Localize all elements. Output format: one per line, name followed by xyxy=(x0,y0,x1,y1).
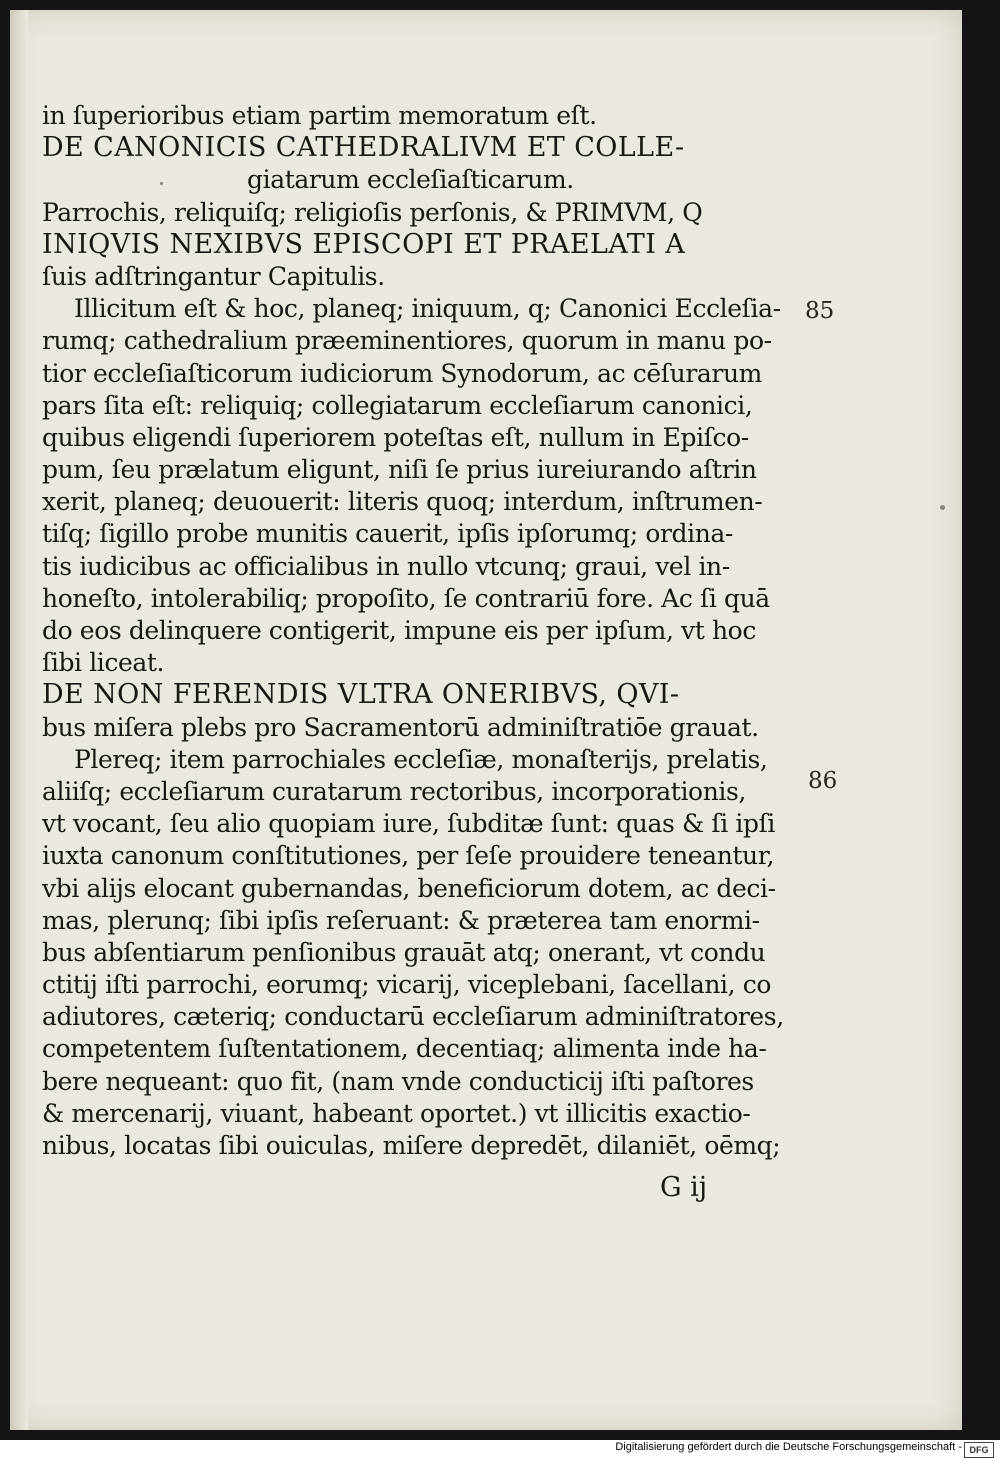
text-line: adiutores, cæteriq; conductarū eccleſiarum adminiſtratores, xyxy=(42,1002,784,1032)
text-line: aliiſq; eccleſiarum curatarum rectoribus, incorporationis, xyxy=(42,776,746,806)
dfg-logo: DFG xyxy=(964,1442,994,1458)
text-line: pum, ſeu prælatum eligunt, niſi ſe prius iureiurando aſtrin xyxy=(42,455,757,485)
text-line: competentem ſuſtentationem, decentiaq; alimenta inde ha- xyxy=(42,1034,767,1064)
text-line: Plereq; item parrochiales eccleſiæ, monaſterijs, prelatis, xyxy=(74,744,768,774)
text-line: bus miſera plebs pro Sacramentorū adminiſtratiōe grauat. xyxy=(42,712,759,742)
text-line: Illicitum eſt & hoc, planeq; iniquum, q; Canonici Eccleſia- xyxy=(74,294,781,324)
text-line: tis iudicibus ac officialibus in nullo vtcunq; graui, vel in- xyxy=(42,551,730,581)
text-line: xerit, planeq; deuouerit: literis quoq; interdum, inſtrumen- xyxy=(42,487,763,517)
paper-speck xyxy=(940,505,945,510)
page-gutter xyxy=(10,10,28,1430)
text-line: ſuis adſtringantur Capitulis. xyxy=(42,261,385,291)
section-heading: DE NON FERENDIS VLTRA ONERIBVS, QVI- xyxy=(42,679,680,711)
paper-speck xyxy=(160,182,163,185)
text-line: ctitij iſti parrochi, eorumq; vicarij, viceplebani, ſacellani, co xyxy=(42,970,771,1000)
margin-note: 86 xyxy=(808,768,838,794)
text-line: Parrochis, reliquiſq; religioſis perſonis, & PRIMVM, Q xyxy=(42,197,703,227)
text-line: rumq; cathedralium præeminentiores, quorum in manu po- xyxy=(42,326,772,356)
text-line: & mercenarij, viuant, habeant oportet.) vt illicitis exactio- xyxy=(42,1098,751,1128)
margin-note: 85 xyxy=(805,298,835,324)
section-heading: DE CANONICIS CATHEDRALIVM ET COLLE- xyxy=(42,132,685,164)
text-line: tiſq; ſigillo probe munitis cauerit, ipſis ipſorumq; ordina- xyxy=(42,519,733,549)
text-line: iuxta canonum conſtitutiones, per ſeſe prouidere teneantur, xyxy=(42,841,775,871)
text-line: honeſto, intolerabiliq; propoſito, ſe contrariū fore. Ac ſi quā xyxy=(42,583,770,613)
funding-credit: Digitalisierung gefördert durch die Deutsche Forschungsgemeinschaft - xyxy=(615,1441,962,1453)
text-line: ſibi liceat. xyxy=(42,648,165,678)
section-heading: INIQVIS NEXIBVS EPISCOPI ET PRAELATI A xyxy=(42,228,686,260)
text-line: bere nequeant: quo fit, (nam vnde conducticij iſti paſtores xyxy=(42,1066,754,1096)
text-line: mas, plerunq; ſibi ipſis reſeruant: & præterea tam enormi- xyxy=(42,905,760,935)
text-line: pars ſita eſt: reliquiq; collegiatarum eccleſiarum canonici, xyxy=(42,390,753,420)
text-line: in ſuperioribus etiam partim memoratum eſt. xyxy=(42,101,597,130)
text-line: bus abſentiarum penſionibus grauāt atq; onerant, vt condu xyxy=(42,937,766,967)
text-line: nibus, locatas ſibi ouiculas, miſere depredēt, dilaniēt, oēmq; xyxy=(42,1131,781,1160)
text-line: giatarum eccleſiaſticarum. xyxy=(247,165,574,195)
text-line: vbi alijs elocant gubernandas, beneficiorum dotem, ac deci- xyxy=(42,873,776,903)
text-line: quibus eligendi ſuperiorem poteſtas eſt, nullum in Epiſco- xyxy=(42,422,749,452)
text-line: do eos delinquere contigerit, impune eis per ipſum, vt hoc xyxy=(42,616,756,645)
signature-mark: G ij xyxy=(660,1172,708,1203)
text-line: vt vocant, ſeu alio quopiam iure, ſubditæ ſunt: quas & ſi ipſi xyxy=(42,809,776,839)
text-line: tior eccleſiaſticorum iudiciorum Synodorum, ac cēſurarum xyxy=(42,358,762,388)
page-text xyxy=(42,100,822,1162)
